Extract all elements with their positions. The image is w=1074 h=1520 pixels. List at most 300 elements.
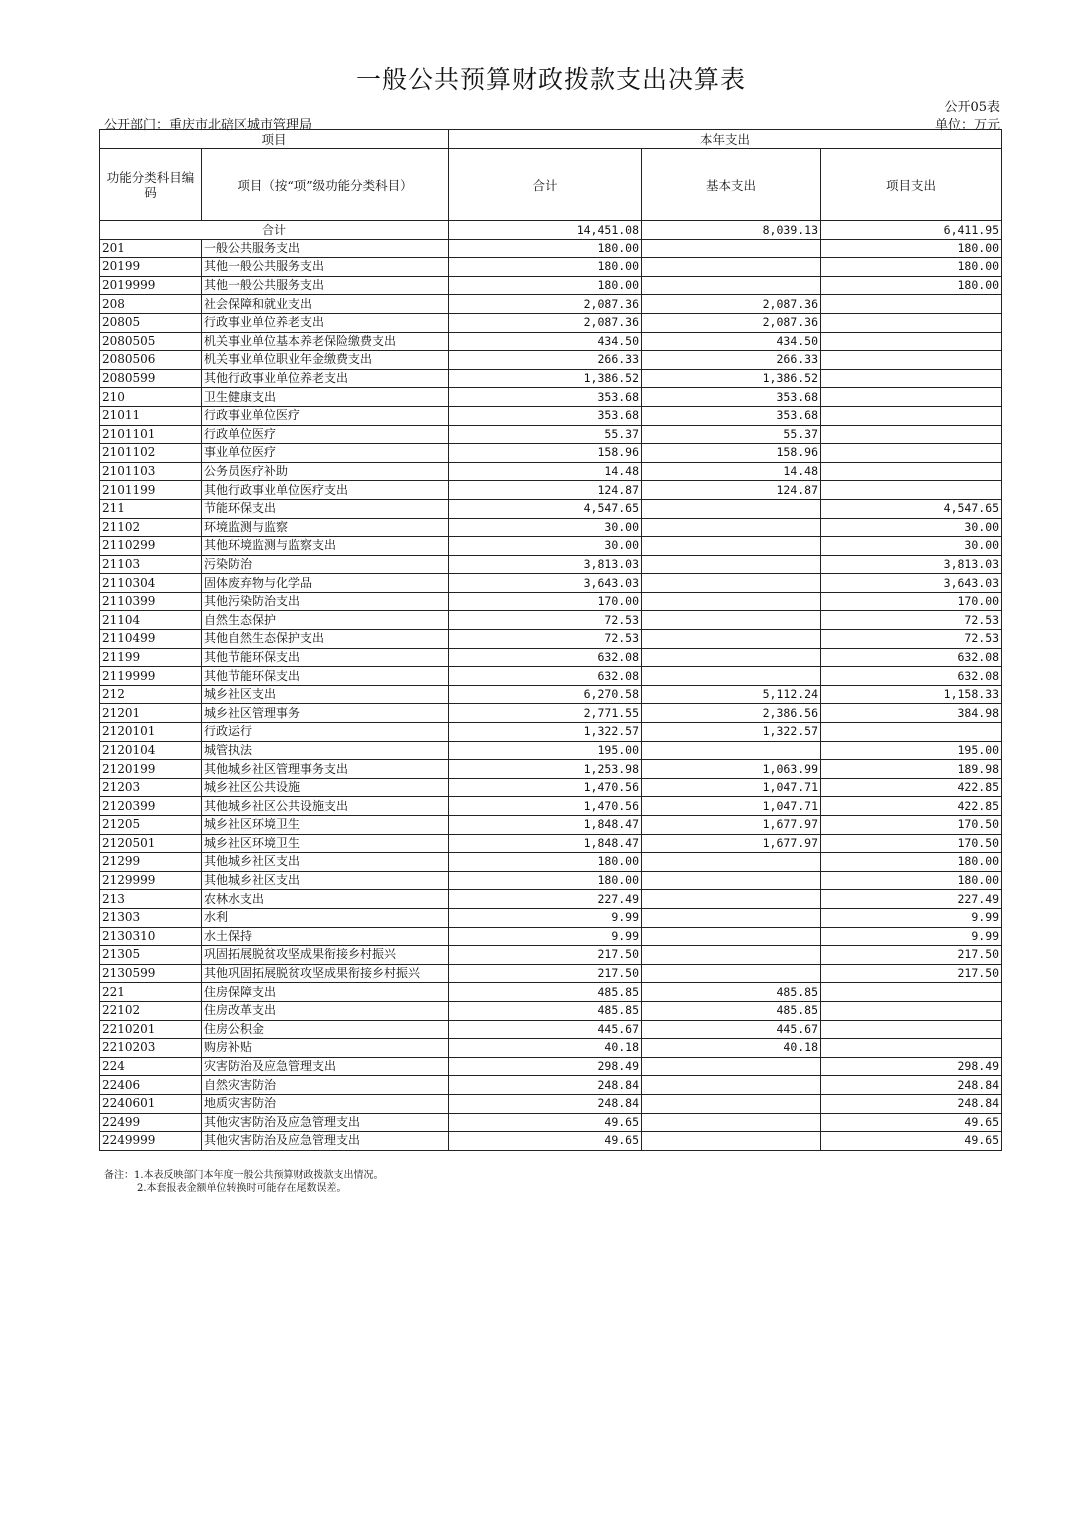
- row-name: 巩固拓展脱贫攻坚成果衔接乡村振兴: [202, 946, 449, 965]
- row-basic: 55.37: [642, 425, 821, 444]
- row-name: 环境监测与监察: [202, 518, 449, 537]
- row-total: 3,813.03: [449, 555, 642, 574]
- header-row-1: [100, 130, 1002, 149]
- row-total: 353.68: [449, 406, 642, 425]
- row-basic: [642, 611, 821, 630]
- row-total: 49.65: [449, 1132, 642, 1151]
- row-project: 72.53: [821, 611, 1002, 630]
- row-project: 49.65: [821, 1113, 1002, 1132]
- table-row: [100, 258, 1002, 277]
- header-name: 项目（按“项”级功能分类科目）: [202, 149, 449, 221]
- row-name: 机关事业单位职业年金缴费支出: [202, 351, 449, 370]
- row-total: 353.68: [449, 388, 642, 407]
- row-name: 行政事业单位养老支出: [202, 313, 449, 332]
- table-row: [100, 1132, 1002, 1151]
- row-total: 40.18: [449, 1039, 642, 1058]
- total-label: 合计: [100, 221, 449, 240]
- row-total: 485.85: [449, 1001, 642, 1020]
- table-row: [100, 797, 1002, 816]
- footnotes: [104, 1169, 384, 1195]
- row-basic: [642, 908, 821, 927]
- row-code: 2130599: [100, 964, 202, 983]
- row-project: [821, 723, 1002, 742]
- row-project: 30.00: [821, 518, 1002, 537]
- table-row: [100, 481, 1002, 500]
- table-row: [100, 853, 1002, 872]
- row-total: 9.99: [449, 927, 642, 946]
- row-name: 行政单位医疗: [202, 425, 449, 444]
- row-basic: [642, 574, 821, 593]
- row-basic: [642, 964, 821, 983]
- header-project: 项目支出: [821, 149, 1002, 221]
- row-total: 2,771.55: [449, 704, 642, 723]
- row-name: 机关事业单位基本养老保险缴费支出: [202, 332, 449, 351]
- table-row: [100, 704, 1002, 723]
- row-total: 2,087.36: [449, 313, 642, 332]
- row-project: 632.08: [821, 648, 1002, 667]
- table-row: [100, 592, 1002, 611]
- table-row: [100, 890, 1002, 909]
- total-row: [100, 221, 1002, 240]
- row-name: 事业单位医疗: [202, 444, 449, 463]
- row-name: 一般公共服务支出: [202, 239, 449, 258]
- row-total: 180.00: [449, 258, 642, 277]
- row-basic: [642, 239, 821, 258]
- table-row: [100, 388, 1002, 407]
- row-total: 248.84: [449, 1094, 642, 1113]
- row-code: 21203: [100, 778, 202, 797]
- row-name: 其他城乡社区公共设施支出: [202, 797, 449, 816]
- row-code: 2110304: [100, 574, 202, 593]
- row-name: 自然生态保护: [202, 611, 449, 630]
- table-row: [100, 1076, 1002, 1095]
- table-row: [100, 1057, 1002, 1076]
- row-project: 170.00: [821, 592, 1002, 611]
- row-name: 其他节能环保支出: [202, 648, 449, 667]
- row-name: 卫生健康支出: [202, 388, 449, 407]
- row-project: 9.99: [821, 927, 1002, 946]
- row-basic: [642, 518, 821, 537]
- header-current-year: 本年支出: [449, 130, 1002, 149]
- row-basic: 1,677.97: [642, 834, 821, 853]
- row-project: 217.50: [821, 946, 1002, 965]
- row-project: 422.85: [821, 797, 1002, 816]
- table-row: [100, 1039, 1002, 1058]
- row-name: 自然灾害防治: [202, 1076, 449, 1095]
- row-basic: 14.48: [642, 462, 821, 481]
- row-name: 其他城乡社区管理事务支出: [202, 760, 449, 779]
- row-project: 180.00: [821, 239, 1002, 258]
- footnote-1: 备注：1.本表反映部门本年度一般公共预算财政拨款支出情况。: [104, 1170, 384, 1181]
- row-basic: 266.33: [642, 351, 821, 370]
- row-total: 180.00: [449, 853, 642, 872]
- row-name: 住房改革支出: [202, 1001, 449, 1020]
- row-project: 422.85: [821, 778, 1002, 797]
- row-name: 其他一般公共服务支出: [202, 276, 449, 295]
- table-row: [100, 518, 1002, 537]
- row-total: 1,470.56: [449, 797, 642, 816]
- row-total: 170.00: [449, 592, 642, 611]
- row-code: 21299: [100, 853, 202, 872]
- table-row: [100, 369, 1002, 388]
- row-code: 201: [100, 239, 202, 258]
- row-code: 2110499: [100, 630, 202, 649]
- row-code: 2120101: [100, 723, 202, 742]
- row-total: 124.87: [449, 481, 642, 500]
- row-total: 1,322.57: [449, 723, 642, 742]
- row-name: 水土保持: [202, 927, 449, 946]
- row-project: 180.00: [821, 276, 1002, 295]
- row-project: 3,813.03: [821, 555, 1002, 574]
- row-project: 3,643.03: [821, 574, 1002, 593]
- row-total: 180.00: [449, 239, 642, 258]
- row-project: [821, 313, 1002, 332]
- row-code: 22499: [100, 1113, 202, 1132]
- footnote-2: 2.本套报表金额单位转换时可能存在尾数误差。: [137, 1183, 347, 1194]
- row-project: 72.53: [821, 630, 1002, 649]
- table-row: [100, 1020, 1002, 1039]
- table-row: [100, 444, 1002, 463]
- row-code: 2101102: [100, 444, 202, 463]
- table-row: [100, 741, 1002, 760]
- row-basic: 445.67: [642, 1020, 821, 1039]
- row-basic: 434.50: [642, 332, 821, 351]
- row-total: 217.50: [449, 964, 642, 983]
- row-code: 208: [100, 295, 202, 314]
- table-row: [100, 648, 1002, 667]
- row-project: 30.00: [821, 537, 1002, 556]
- table-row: [100, 946, 1002, 965]
- row-name: 其他自然生态保护支出: [202, 630, 449, 649]
- row-basic: [642, 537, 821, 556]
- table-row: [100, 908, 1002, 927]
- row-total: 14.48: [449, 462, 642, 481]
- row-code: 211: [100, 499, 202, 518]
- table-row: [100, 760, 1002, 779]
- row-project: [821, 295, 1002, 314]
- row-project: [821, 425, 1002, 444]
- row-total: 3,643.03: [449, 574, 642, 593]
- row-code: 213: [100, 890, 202, 909]
- row-code: 2120399: [100, 797, 202, 816]
- row-code: 2240601: [100, 1094, 202, 1113]
- row-total: 1,253.98: [449, 760, 642, 779]
- row-basic: [642, 1094, 821, 1113]
- row-code: 2210201: [100, 1020, 202, 1039]
- row-basic: [642, 648, 821, 667]
- row-basic: 2,087.36: [642, 313, 821, 332]
- row-code: 2120199: [100, 760, 202, 779]
- table-row: [100, 537, 1002, 556]
- header-basic: 基本支出: [642, 149, 821, 221]
- row-name: 其他城乡社区支出: [202, 853, 449, 872]
- header-total: 合计: [449, 149, 642, 221]
- row-total: 195.00: [449, 741, 642, 760]
- table-row: [100, 964, 1002, 983]
- row-name: 城乡社区环境卫生: [202, 816, 449, 835]
- row-basic: [642, 871, 821, 890]
- table-row: [100, 983, 1002, 1002]
- row-code: 2019999: [100, 276, 202, 295]
- row-project: [821, 481, 1002, 500]
- row-code: 2249999: [100, 1132, 202, 1151]
- row-project: [821, 388, 1002, 407]
- row-code: 2129999: [100, 871, 202, 890]
- row-basic: 5,112.24: [642, 685, 821, 704]
- row-project: 248.84: [821, 1076, 1002, 1095]
- row-total: 180.00: [449, 871, 642, 890]
- row-code: 21205: [100, 816, 202, 835]
- row-basic: 485.85: [642, 1001, 821, 1020]
- row-basic: 2,087.36: [642, 295, 821, 314]
- row-name: 其他污染防治支出: [202, 592, 449, 611]
- row-name: 行政运行: [202, 723, 449, 742]
- row-basic: [642, 1132, 821, 1151]
- row-project: 4,547.65: [821, 499, 1002, 518]
- row-code: 21201: [100, 704, 202, 723]
- row-code: 221: [100, 983, 202, 1002]
- unit-label: 单位：万元: [934, 118, 1000, 133]
- row-name: 固体废弃物与化学品: [202, 574, 449, 593]
- row-name: 住房保障支出: [202, 983, 449, 1002]
- row-basic: [642, 667, 821, 686]
- row-project: 217.50: [821, 964, 1002, 983]
- row-project: [821, 1001, 1002, 1020]
- table-row: [100, 667, 1002, 686]
- table-row: [100, 499, 1002, 518]
- row-name: 灾害防治及应急管理支出: [202, 1057, 449, 1076]
- table-row: [100, 723, 1002, 742]
- row-code: 21011: [100, 406, 202, 425]
- row-project: [821, 983, 1002, 1002]
- row-total: 72.53: [449, 611, 642, 630]
- row-basic: [642, 946, 821, 965]
- row-basic: 40.18: [642, 1039, 821, 1058]
- row-basic: [642, 741, 821, 760]
- row-project: 248.84: [821, 1094, 1002, 1113]
- header-item: 项目: [100, 130, 449, 149]
- row-basic: 353.68: [642, 406, 821, 425]
- row-basic: 2,386.56: [642, 704, 821, 723]
- row-code: 2210203: [100, 1039, 202, 1058]
- row-basic: [642, 1057, 821, 1076]
- row-code: 20199: [100, 258, 202, 277]
- row-name: 其他巩固拓展脱贫攻坚成果衔接乡村振兴: [202, 964, 449, 983]
- row-code: 20805: [100, 313, 202, 332]
- row-code: 21199: [100, 648, 202, 667]
- row-project: 632.08: [821, 667, 1002, 686]
- row-name: 公务员医疗补助: [202, 462, 449, 481]
- row-total: 227.49: [449, 890, 642, 909]
- row-total: 30.00: [449, 537, 642, 556]
- row-total: 248.84: [449, 1076, 642, 1095]
- form-number: 公开05表: [944, 100, 1000, 115]
- row-code: 2080506: [100, 351, 202, 370]
- row-name: 购房补贴: [202, 1039, 449, 1058]
- row-basic: 485.85: [642, 983, 821, 1002]
- row-project: 1,158.33: [821, 685, 1002, 704]
- row-code: 2080505: [100, 332, 202, 351]
- row-basic: 1,047.71: [642, 797, 821, 816]
- row-name: 城乡社区公共设施: [202, 778, 449, 797]
- table-row: [100, 313, 1002, 332]
- row-name: 水利: [202, 908, 449, 927]
- row-total: 632.08: [449, 667, 642, 686]
- page-title: 一般公共预算财政拨款支出决算表: [355, 65, 746, 94]
- table-row: [100, 425, 1002, 444]
- row-code: 2101199: [100, 481, 202, 500]
- total-total: 14,451.08: [449, 221, 642, 240]
- row-total: 266.33: [449, 351, 642, 370]
- row-basic: [642, 1113, 821, 1132]
- row-basic: 1,677.97: [642, 816, 821, 835]
- row-project: [821, 462, 1002, 481]
- table-row: [100, 611, 1002, 630]
- row-project: 170.50: [821, 816, 1002, 835]
- table-row: [100, 239, 1002, 258]
- row-total: 158.96: [449, 444, 642, 463]
- row-name: 住房公积金: [202, 1020, 449, 1039]
- expenditure-table: [99, 129, 1002, 1151]
- row-basic: [642, 890, 821, 909]
- row-name: 地质灾害防治: [202, 1094, 449, 1113]
- row-name: 农林水支出: [202, 890, 449, 909]
- total-basic: 8,039.13: [642, 221, 821, 240]
- row-basic: [642, 258, 821, 277]
- row-project: 180.00: [821, 258, 1002, 277]
- row-code: 2110399: [100, 592, 202, 611]
- row-name: 其他灾害防治及应急管理支出: [202, 1113, 449, 1132]
- header-row-2: [100, 149, 1002, 221]
- row-basic: 1,047.71: [642, 778, 821, 797]
- row-basic: [642, 630, 821, 649]
- row-name: 污染防治: [202, 555, 449, 574]
- row-project: 49.65: [821, 1132, 1002, 1151]
- table-row: [100, 276, 1002, 295]
- row-code: 2130310: [100, 927, 202, 946]
- row-total: 1,848.47: [449, 834, 642, 853]
- row-name: 节能环保支出: [202, 499, 449, 518]
- row-project: 180.00: [821, 871, 1002, 890]
- row-basic: [642, 927, 821, 946]
- table-row: [100, 778, 1002, 797]
- row-basic: 124.87: [642, 481, 821, 500]
- row-project: [821, 332, 1002, 351]
- row-name: 社会保障和就业支出: [202, 295, 449, 314]
- row-code: 2101101: [100, 425, 202, 444]
- row-code: 22102: [100, 1001, 202, 1020]
- row-name: 其他行政事业单位医疗支出: [202, 481, 449, 500]
- row-total: 49.65: [449, 1113, 642, 1132]
- table-row: [100, 927, 1002, 946]
- row-basic: 1,063.99: [642, 760, 821, 779]
- department-label: 公开部门：重庆市北碚区城市管理局: [104, 118, 313, 133]
- row-project: 170.50: [821, 834, 1002, 853]
- row-basic: 1,386.52: [642, 369, 821, 388]
- row-name: 其他环境监测与监察支出: [202, 537, 449, 556]
- row-code: 21102: [100, 518, 202, 537]
- row-name: 其他一般公共服务支出: [202, 258, 449, 277]
- table-row: [100, 351, 1002, 370]
- row-name: 其他城乡社区支出: [202, 871, 449, 890]
- row-name: 城乡社区支出: [202, 685, 449, 704]
- row-total: 55.37: [449, 425, 642, 444]
- row-name: 其他灾害防治及应急管理支出: [202, 1132, 449, 1151]
- row-basic: [642, 499, 821, 518]
- row-name: 城乡社区环境卫生: [202, 834, 449, 853]
- row-basic: [642, 276, 821, 295]
- row-total: 1,470.56: [449, 778, 642, 797]
- row-project: 227.49: [821, 890, 1002, 909]
- table-row: [100, 332, 1002, 351]
- table-row: [100, 574, 1002, 593]
- row-code: 2110299: [100, 537, 202, 556]
- row-total: 6,270.58: [449, 685, 642, 704]
- row-basic: [642, 592, 821, 611]
- row-project: 189.98: [821, 760, 1002, 779]
- table-row: [100, 685, 1002, 704]
- row-name: 城乡社区管理事务: [202, 704, 449, 723]
- row-project: [821, 351, 1002, 370]
- row-total: 2,087.36: [449, 295, 642, 314]
- row-project: 298.49: [821, 1057, 1002, 1076]
- row-name: 其他行政事业单位养老支出: [202, 369, 449, 388]
- row-code: 224: [100, 1057, 202, 1076]
- row-total: 632.08: [449, 648, 642, 667]
- row-total: 1,848.47: [449, 816, 642, 835]
- table-row: [100, 834, 1002, 853]
- row-code: 212: [100, 685, 202, 704]
- row-code: 22406: [100, 1076, 202, 1095]
- row-name: 城管执法: [202, 741, 449, 760]
- row-name: 其他节能环保支出: [202, 667, 449, 686]
- header-code: 功能分类科目编码: [100, 149, 202, 221]
- row-project: 384.98: [821, 704, 1002, 723]
- row-total: 434.50: [449, 332, 642, 351]
- table-row: [100, 816, 1002, 835]
- table-row: [100, 462, 1002, 481]
- row-total: 445.67: [449, 1020, 642, 1039]
- row-basic: 353.68: [642, 388, 821, 407]
- table-row: [100, 871, 1002, 890]
- row-project: [821, 1039, 1002, 1058]
- row-project: [821, 406, 1002, 425]
- table-row: [100, 1113, 1002, 1132]
- row-basic: [642, 555, 821, 574]
- row-project: 9.99: [821, 908, 1002, 927]
- total-project: 6,411.95: [821, 221, 1002, 240]
- row-total: 4,547.65: [449, 499, 642, 518]
- row-code: 2119999: [100, 667, 202, 686]
- row-total: 9.99: [449, 908, 642, 927]
- row-total: 217.50: [449, 946, 642, 965]
- row-code: 2080599: [100, 369, 202, 388]
- table-row: [100, 555, 1002, 574]
- row-total: 485.85: [449, 983, 642, 1002]
- row-project: 195.00: [821, 741, 1002, 760]
- row-code: 21103: [100, 555, 202, 574]
- row-project: [821, 369, 1002, 388]
- row-code: 2101103: [100, 462, 202, 481]
- row-code: 21305: [100, 946, 202, 965]
- table-row: [100, 406, 1002, 425]
- row-total: 30.00: [449, 518, 642, 537]
- row-name: 行政事业单位医疗: [202, 406, 449, 425]
- row-code: 21303: [100, 908, 202, 927]
- row-basic: [642, 1076, 821, 1095]
- table-row: [100, 1094, 1002, 1113]
- row-code: 2120104: [100, 741, 202, 760]
